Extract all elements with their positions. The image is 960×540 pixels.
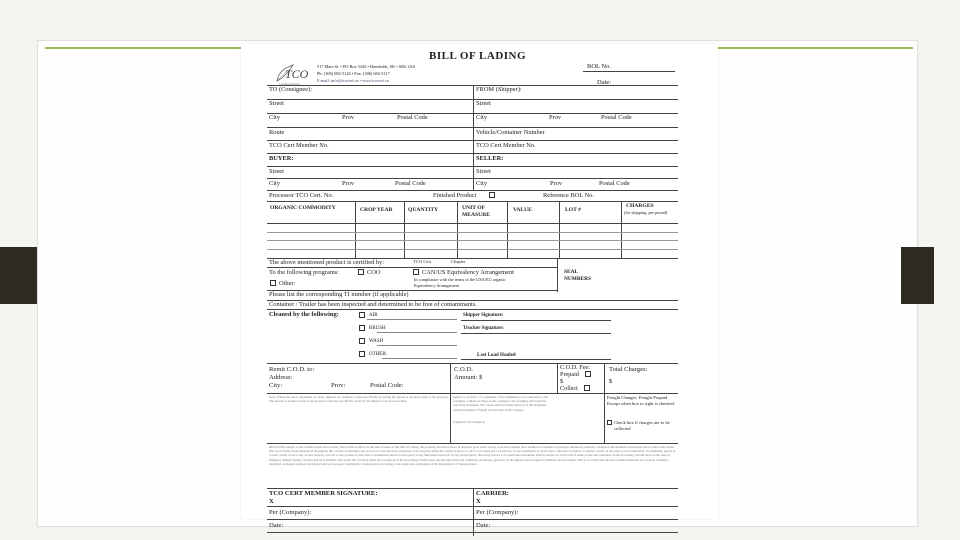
th-organic-commodity: ORGANIC COMMODITY <box>270 205 336 211</box>
carrier-signature-x: X <box>476 498 481 505</box>
can-us-checkbox[interactable] <box>413 269 419 275</box>
buyer-postal-label: Postal Code <box>395 180 426 187</box>
wash-checkbox[interactable] <box>359 338 365 344</box>
carrier-per-company-label: Per (Company): <box>476 509 519 516</box>
company-phone: Ph: (306) 682-5126 • Fax: (306) 682-3117 <box>317 71 390 76</box>
to-street-label: Street <box>269 100 284 107</box>
accent-line-right <box>718 47 913 49</box>
buyer-label: BUYER: <box>269 155 294 162</box>
to-tco-cert-label: TCO Cert Member No. <box>269 142 329 149</box>
th-charges: CHARGES <box>626 203 654 209</box>
wash-option: WASH <box>369 339 384 344</box>
route-label: Route <box>269 129 285 136</box>
from-street-label: Street <box>476 100 491 107</box>
programs-label: To the following programs: <box>269 269 340 276</box>
coo-checkbox[interactable] <box>358 269 364 275</box>
collect-label: Collect <box>560 385 578 392</box>
tco-cert-option: TCO Cert <box>413 259 432 264</box>
shipper-signature-label: Shipper Signature: <box>463 313 504 318</box>
th-quantity: QUANTITY <box>408 207 439 213</box>
total-charges-dollar: $ <box>609 378 613 385</box>
other-option: Other: <box>279 280 296 287</box>
buyer-street-label: Street <box>269 168 284 175</box>
brush-checkbox[interactable] <box>359 325 365 331</box>
collect-checkbox[interactable] <box>584 385 590 391</box>
air-option: AIR <box>369 313 378 318</box>
prepaid-label: Prepaid <box>560 371 579 378</box>
fine-print: RECEIVED, subject to the classifications and lawfully filed tariffs in effect on the date of issue of this Bill of Lading, the property described above in apparent good order, except as noted (contents and condition of contents of packages unknown), marked, consigned, and destined as indicated above which said carrier (the word carrier being understood throughout this contract as meaning any person or corporation in possession of the property under the contract) agrees to carry to its usual place of delivery at said destination, if on its route, otherwise to deliver to another carrier on the route to said destination. It is mutually agreed as to each carrier of all or any of said property over all or any portion of said route to destination and as to each party at any time interested in all or any said property, that every service to be performed hereunder shall be subject to all the bill of lading terms and conditions in the governing classification on the date of shipment. Shipper hereby certifies that he is familiar with all the bill of lading terms and conditions in the governing classification and the said terms and conditions are hereby agreed to by the shipper and accepted for himself and his assigns. This is to certify that the above named materials are properly classified, described, packaged, marked and labeled and are in proper condition for transportation according to the applicable regulations of the Department of Transportation. <box>269 445 676 466</box>
total-charges-label: Total Charges: <box>609 366 648 373</box>
can-us-subtext-2: Equivalency Arrangement <box>414 283 459 288</box>
certified-by-label: The above mentioned product is certified by: <box>269 259 384 266</box>
amount-label: Amount: $ <box>454 374 483 381</box>
seller-postal-label: Postal Code <box>599 180 630 187</box>
cod-label: C.O.D. <box>454 366 473 373</box>
th-value: VALUE <box>513 207 532 213</box>
accent-line-left <box>45 47 242 49</box>
logo-subtext: Certified Organic <box>279 82 301 86</box>
other-checkbox[interactable] <box>270 280 276 286</box>
seller-prov-label: Prov <box>550 180 563 187</box>
please-list-label: Please list the corresponding TI number (if applicable) <box>269 291 409 298</box>
prepaid-checkbox[interactable] <box>585 371 591 377</box>
trucker-signature-label: Trucker Signature: <box>463 326 504 331</box>
to-city-label: City <box>269 114 281 121</box>
prov-label: Prov: <box>331 382 346 389</box>
th-lot: LOT # <box>565 207 581 213</box>
coo-option: COO <box>367 269 381 276</box>
from-city-label: City <box>476 114 488 121</box>
buyer-prov-label: Prov <box>342 180 355 187</box>
date-label: Date: <box>597 79 612 86</box>
tco-signature-x: X <box>269 498 274 505</box>
bill-of-lading-document <box>241 44 718 529</box>
terms-middle: Subject to Section 7 of conditions, if this shipment is to be delivered to the consignee without recourse on the consignor, the consignor shall sign the following statement. The carrier shall not make delivery of this shipment without payment of freight and all other lawful charges. <box>453 395 549 412</box>
reference-bol-label: Reference BOL No. <box>543 192 595 199</box>
document-title: BILL OF LADING <box>429 50 527 62</box>
check-box-label: Check box if charges are to be collected <box>614 420 670 431</box>
logo-text: TCO <box>285 67 309 81</box>
container-inspected-label: Container / Trailer has been inspected and determined to be free of contaminants. <box>269 301 477 308</box>
remit-cod-label: Remit C.O.D. to: <box>269 366 315 373</box>
to-postal-label: Postal Code <box>397 114 428 121</box>
chapter-option: Chapter <box>451 259 466 264</box>
form-page <box>267 50 678 536</box>
cod-fee-dollar: $ <box>560 378 564 385</box>
to-prov-label: Prov <box>342 114 355 121</box>
seller-street-label: Street <box>476 168 491 175</box>
carrier-label: CARRIER: <box>476 490 509 497</box>
side-tab-right <box>901 247 934 304</box>
processor-label: Processor TCO Cert. No. <box>269 192 334 199</box>
can-us-option: CAN/US Equivalency Arrangement <box>422 269 514 276</box>
th-unit-of-measure: UNIT OF MEASURE <box>462 205 490 218</box>
buyer-city-label: City <box>269 180 281 187</box>
from-tco-cert-label: TCO Cert Member No. <box>476 142 536 149</box>
terms-middle-signature: (Signature of Consignor) <box>453 420 485 424</box>
brush-option: BRUSH <box>369 326 386 331</box>
address-label: Address: <box>269 374 293 381</box>
company-address: 517 Main St. • PO Box 5426 • Humboldt, SK • S0K 2A0 <box>317 64 415 69</box>
other-cleaning-option: OTHER: <box>369 352 388 357</box>
collect-charges-checkbox[interactable] <box>607 420 612 425</box>
to-consignee-label: TO (Consignee): <box>269 86 313 93</box>
other-cleaning-checkbox[interactable] <box>359 351 365 357</box>
from-prov-label: Prov <box>549 114 562 121</box>
finished-product-label: Finished Product <box>433 192 477 199</box>
from-shipper-label: FROM (Shipper): <box>476 86 522 93</box>
city-label: City: <box>269 382 283 389</box>
cleaned-by-label: Cleaned by the following: <box>269 311 339 318</box>
th-crop-year: CROP YEAR <box>360 207 393 213</box>
th-charges-sub: (for shipping, per pound) <box>624 210 668 215</box>
tco-member-signature-label: TCO CERT MEMBER SIGNATURE: <box>269 490 378 497</box>
tco-date-label: Date: <box>269 522 284 529</box>
bol-no-label: BOL No. <box>587 63 611 70</box>
seller-city-label: City <box>476 180 488 187</box>
company-email: E-mail: info@tcocert.ca • www.tcocert.ca <box>317 78 389 83</box>
freight-charges-label: Freight Charges: Freight Prepaid Except when box to right is checked. <box>607 395 675 406</box>
vehicle-label: Vehicle/Container Number <box>476 129 545 136</box>
seal-numbers-label: SEAL NUMBERS <box>564 269 591 282</box>
tco-per-company-label: Per (Company): <box>269 509 312 516</box>
finished-product-checkbox[interactable] <box>489 192 495 198</box>
side-tab-left <box>0 247 37 304</box>
seller-label: SELLER: <box>476 155 504 162</box>
can-us-subtext: In compliance with the terms of the USA/EU organic <box>414 277 506 282</box>
carrier-date-label: Date: <box>476 522 491 529</box>
air-checkbox[interactable] <box>359 312 365 318</box>
cod-fee-label: C.O.D. Fee: <box>560 364 590 371</box>
postal-code-label: Postal Code: <box>370 382 404 389</box>
terms-left: Note: Where the rate is dependent on value, shippers are required to state specifically in writing the agreed or declared value of the property. The agreed or declared value of the property is hereby specifically stated by the shipper to be not exceeding <box>269 395 449 404</box>
from-postal-label: Postal Code <box>601 114 632 121</box>
last-load-label: Last Load Hauled <box>477 353 516 358</box>
